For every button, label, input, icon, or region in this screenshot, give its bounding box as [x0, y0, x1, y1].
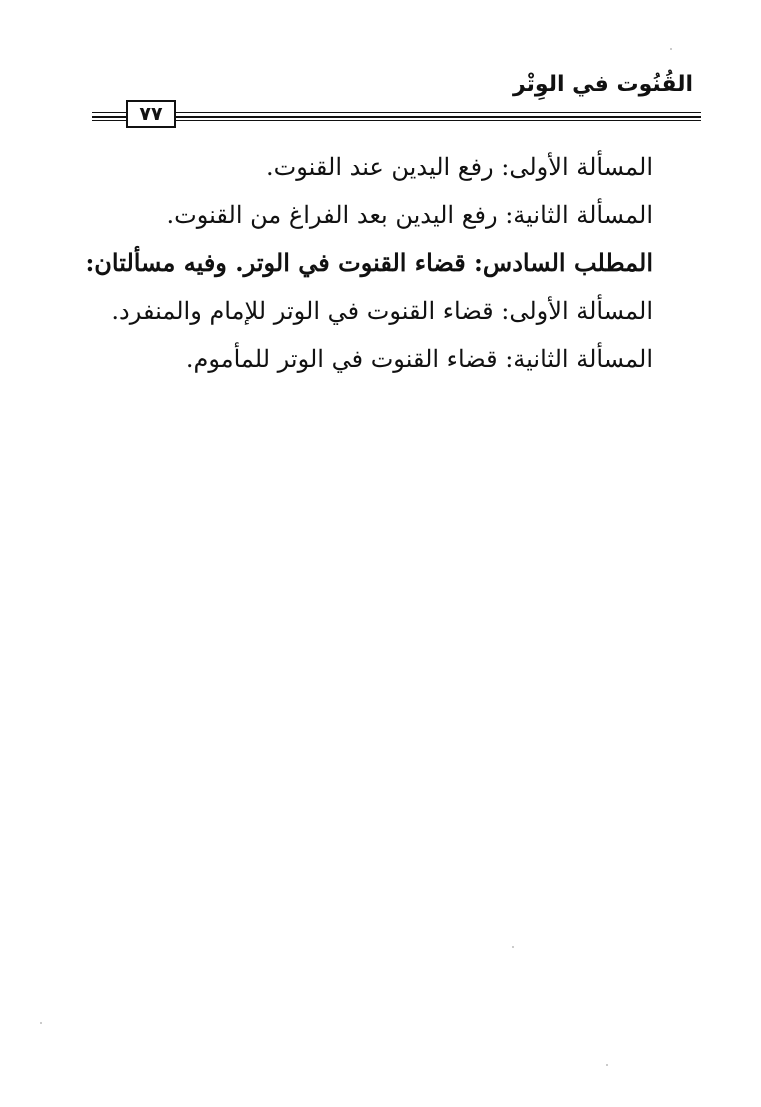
page-number: ٧٧	[126, 100, 176, 128]
section-heading-item: المطلب السادس: قضاء القنوت في الوتر. وفيه مسألتان:	[85, 248, 653, 277]
rule-line	[92, 112, 701, 113]
rule-line	[92, 120, 701, 121]
list-item: المسألة الأولى: رفع اليدين عند القنوت.	[266, 153, 653, 181]
table-of-contents-list	[85, 143, 653, 383]
scan-speck	[670, 48, 672, 50]
list-item: المسألة الثانية: قضاء القنوت في الوتر للمأموم.	[185, 345, 653, 373]
list-item: المسألة الأولى: قضاء القنوت في الوتر للإمام والمنفرد.	[111, 297, 653, 325]
scan-speck	[606, 1064, 608, 1066]
header-rule	[92, 112, 701, 126]
running-title: القُنُوت في الوِتْر	[512, 72, 693, 97]
list-item: المسألة الثانية: رفع اليدين بعد الفراغ من القنوت.	[166, 201, 653, 229]
rule-line	[92, 116, 701, 118]
scan-speck	[40, 1022, 42, 1024]
scan-speck	[512, 946, 514, 948]
